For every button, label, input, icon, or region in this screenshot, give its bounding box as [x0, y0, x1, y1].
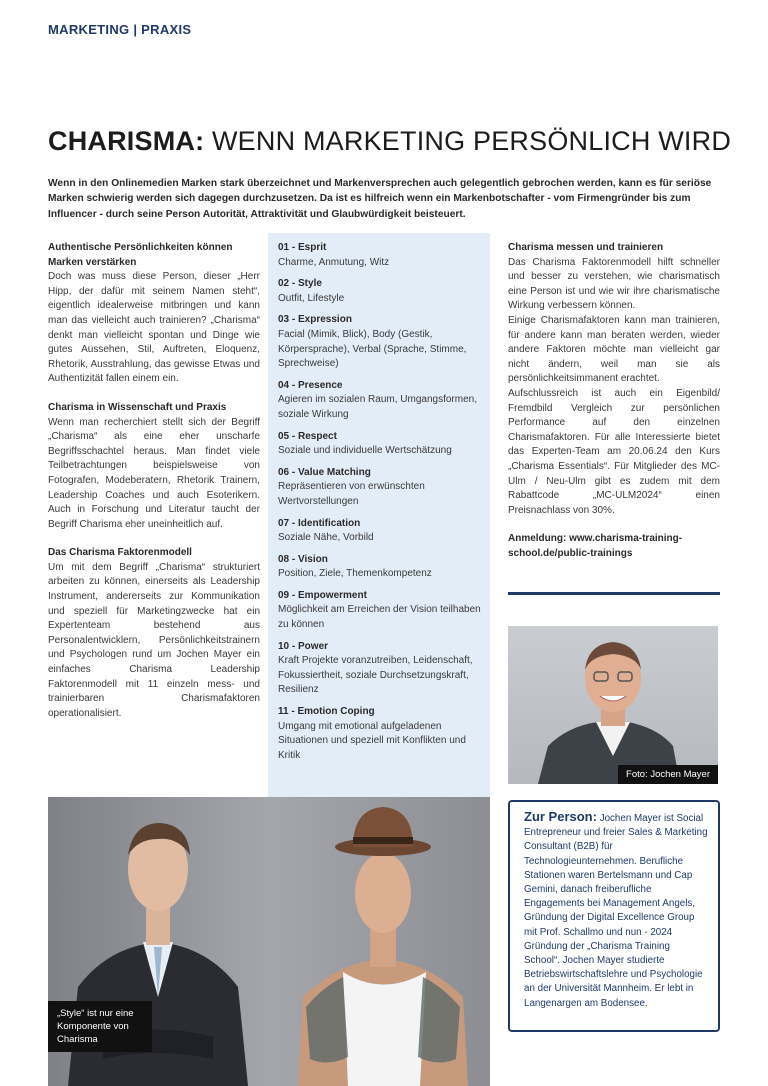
factor-item — [278, 313, 482, 371]
factor-desc: Charme, Anmutung, Witz — [278, 256, 390, 268]
factor-desc: Möglichkeit am Erreichen der Vision teilhaben zu können — [278, 604, 481, 631]
bio-text — [524, 810, 708, 1011]
factor-name: 08 - Vision — [278, 553, 328, 565]
factor-desc: Soziale und individuelle Wertschätzung — [278, 445, 452, 457]
section-text: Einige Charismafaktoren kann man trainieren, für andere kann man beraten werden, wieder andere Faktoren möchte man vielleicht gar nicht ändern, weil man sie als persönlichkeitsimmanent erachtet. — [508, 314, 720, 385]
section-text: Aufschlussreich ist auch ein Eigenbild/ Fremdbild Vergleich zur persönlichen Performance auf den einzelnen Charismafaktoren. Für alle Interessierte bietet das Experten-Team am 20.06.24 den Kurs „Charisma Essentials“. Für Mitglieder des MC-Ulm / Neu-Ulm gibt es zudem mit dem Rabattcode „MC-ULM2024“ einen Preisnachlass von 30%. — [508, 387, 720, 516]
factor-name: 01 - Esprit — [278, 242, 327, 253]
article-title — [48, 126, 731, 157]
factor-item — [278, 430, 482, 459]
section-text: Das Charisma Faktorenmodell hilft schneller und besser zu verstehen, wie charismatisch eine Person ist und wie wir ihre charismatische Wirkung verbessern können. — [508, 256, 720, 312]
factor-name: 04 - Presence — [278, 379, 343, 391]
factor-name: 06 - Value Matching — [278, 466, 371, 478]
lead-paragraph: Wenn in den Onlinemedien Marken stark überzeichnet und Markenversprechen auch gelegentlich gebrochen werden, kann es für seriöse Marken schwierig werden sich dagegen durchzusetzen. Da ist es hilfreich wenn ein Markenbotschafter - vom Firmengründer bis zum Influencer - durch seine Person Autorität, Attraktivität und Glaubwürdigkeit beisteuert. — [48, 178, 712, 220]
factors-list — [278, 241, 482, 770]
section-heading: Das Charisma Faktorenmodell — [48, 547, 192, 559]
column-right — [508, 241, 720, 561]
factor-name: 03 - Expression — [278, 314, 352, 326]
portrait-photo — [508, 626, 718, 784]
factor-item — [278, 640, 482, 698]
factor-item — [278, 379, 482, 423]
section-text: Um mit dem Begriff „Charisma“ strukturiert arbeiten zu können, einerseits als Leadership Instrument, andererseits zur Kommunikation und speziell für Marketingzwecke hat ein Expertenteam bestehend aus Personalentwicklern, Persönlichkeitstrainern und Psychologen rund um Jochen Mayer ein einfaches Charisma Leadership Faktorenmodell mit 11 einzeln mess- und trainierbaren Charismafaktoren operationalisiert. — [48, 561, 260, 719]
factor-name: 11 - Emotion Coping — [278, 706, 375, 718]
photo-credit: Foto: Jochen Mayer — [618, 765, 718, 784]
factor-item — [278, 466, 482, 510]
factor-desc: Facial (Mimik, Blick), Body (Gestik, Körpersprache), Verbal (Sprache, Stimme, Sprechweise) — [278, 328, 467, 370]
factor-item — [278, 589, 482, 633]
photo-caption: „Style“ ist nur eine Komponente von Charisma — [48, 1001, 152, 1052]
factor-desc: Position, Ziele, Themenkompetenz — [278, 568, 432, 580]
factor-desc: Umgang mit emotional aufgeladenen Situationen und speziell mit Konflikten und Kritik — [278, 720, 466, 761]
factor-name: 10 - Power — [278, 640, 329, 652]
factor-item — [278, 517, 482, 546]
portrait-illustration — [508, 626, 718, 784]
factor-desc: Outfit, Lifestyle — [278, 292, 345, 304]
section-heading: Authentische Persönlichkeiten können Marken verstärken — [48, 242, 233, 268]
factor-desc: Kraft Projekte voranzutreiben, Leidenschaft, Fokussiertheit, soziale Durchsetzungskraft, Resilienz — [278, 655, 473, 696]
factor-desc: Agieren im sozialen Raum, Umgangsformen, soziale Wirkung — [278, 394, 477, 420]
factor-name: 09 - Empowerment — [278, 589, 367, 601]
divider — [508, 592, 720, 595]
style-photo — [48, 797, 490, 1086]
title-rest: WENN MARKETING PERSÖNLICH WIRD — [204, 126, 732, 156]
factor-item — [278, 553, 482, 582]
factor-name: 02 - Style — [278, 278, 322, 290]
factor-desc: Repräsentieren von erwünschten Wertvorstellungen — [278, 481, 425, 507]
factor-item — [278, 277, 482, 306]
section-text: Doch was muss diese Person, dieser „Herr Hipp, der dafür mit seinem Namen steht“, eigentlich idealerweise mitbringen und kann man das vielleicht auch trainieren? „Charisma“ denkt man vielleicht spontan und Dinge wie gutes Aussehen, Stil, Auftreten, Eloquenz, Rhetorik, Ausstrahlung, das gewisse Etwas und Authentizität fallen einem ein. — [48, 271, 260, 385]
section-heading: Charisma in Wissenschaft und Praxis — [48, 401, 227, 413]
bio-body: Jochen Mayer ist Social Entrepreneur und freier Sales & Marketing Consultant (B2B) für Technologieunternehmen. Berufliche Stationen waren Bertelsmann und Cap Gemini, danach freiberufliche Engagements bei Management Angels, Gründung der Digital Excellence Group mit Prof. Schallmo und nun - 2024 Gründung der „Charisma Training School“. Jochen Mayer studierte Betriebswirtschaftslehre und Psychologie an der Universität Mannheim. Er lebt in Langenargen am Bodensee. — [524, 813, 708, 1009]
section-label: MARKETING | PRAXIS — [48, 22, 192, 37]
factor-desc: Soziale Nähe, Vorbild — [278, 532, 374, 544]
section-heading: Charisma messen und trainieren — [508, 242, 664, 253]
registration-link[interactable]: Anmeldung: www.charisma-training-school.de/public-trainings — [508, 533, 683, 559]
bio-heading: Zur Person: — [524, 809, 597, 824]
factor-name: 07 - Identification — [278, 517, 361, 529]
column-left — [48, 241, 260, 721]
factor-name: 05 - Respect — [278, 430, 337, 442]
title-bold: CHARISMA: — [48, 126, 205, 156]
section-text: Wenn man recherchiert stellt sich der Begriff „Charisma“ als eine eher unscharfe Begriffsschachtel heraus. Man findet viele Teilbetrachtungen beispielsweise von Fotografen, Modeberatern, Rhetorik Trainern, Leadership Coaches und auch Esoterikern. Auch in Forschung und Literatur taucht der Begriff Charisma eher uneinheitlich auf. — [48, 416, 260, 530]
factor-item — [278, 705, 482, 763]
bio-box — [508, 800, 720, 1032]
factor-item — [278, 241, 482, 270]
